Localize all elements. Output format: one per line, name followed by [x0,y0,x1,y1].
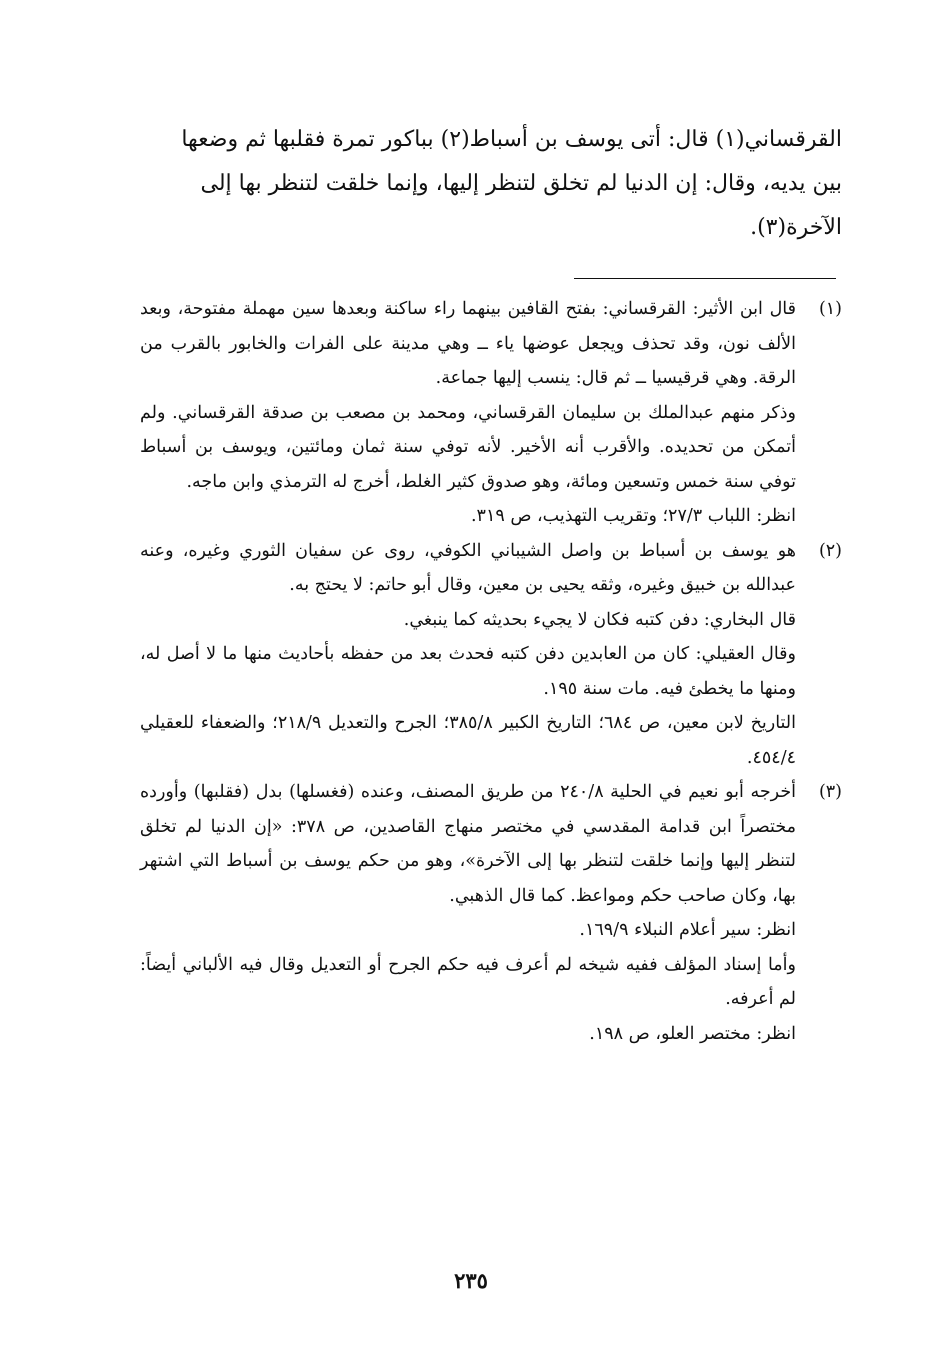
footnote-number: (١) [818,299,842,319]
footnotes [140,292,842,1051]
footnote-paragraph: قال ابن الأثير: القرقساني: بفتح القافين بينهما راء ساكنة وبعدها سين مهملة مفتوحة، وبعد الألف نون، وقد تحذف ويجعل عوضها ياء ــ وهي مدينة على الفرات والخابور بالقرب من الرقة. وهي قرقيسيا ــ ثم قال: ينسب إليها جماعة. [140,299,796,388]
main-text [140,118,842,250]
main-text-line: القرقساني(١) قال: أتى يوسف بن أسباط(٢) بباكور تمرة فقلبها ثم وضعها [181,127,842,152]
footnote-1 [140,292,842,534]
footnote-paragraph: وذكر منهم عبدالملك بن سليمان القرقساني، ومحمد بن مصعب بن صدقة القرقساني. ولم أتمكن من تحديده. والأقرب أنه الأخير. لأنه توفي سنة ثمان ومائتين، ويوسف بن أسباط توفي سنة خمس وتسعين ومائة، وهو صدوق كثير الغلط، أخرج له الترمذي وابن ماجه. [140,402,796,492]
page-number: ٢٣٥ [454,1268,488,1293]
footnote-number: (٣) [818,782,842,802]
footnote-body [140,534,796,776]
footnote-paragraph: وقال العقيلي: كان من العابدين دفن كتبه فحدث بعد من حفظه بأحاديث منها ما لا أصل له، ومنها ما يخطئ فيه. مات سنة ١٩٥. [140,644,796,699]
footnote-paragraph: انظر: اللباب ٢٧/٣؛ وتقريب التهذيب، ص ٣١٩. [470,506,796,526]
footnote-body [140,292,796,534]
footnote-paragraph: قال البخاري: دفن كتبه فكان لا يجيء بحديثه كما ينبغي. [403,609,796,630]
footnote-paragraph: وأما إسناد المؤلف ففيه شيخه لم أعرف فيه حكم الجرح أو التعديل وقال فيه الألباني أيضاً: لم أعرفه. [140,954,796,1009]
footnote-paragraph: انظر: مختصر العلو، ص ١٩٨. [589,1023,796,1044]
footnote-paragraph: أخرجه أبو نعيم في الحلية ٢٤٠/٨ من طريق المصنف، وعنده (فغسلها) بدل (فقلبها) وأورده مختصراً ابن قدامة المقدسي في مختصر منهاج القاصدين، ص ٣٧٨: «إن الدنيا لم تخلق لتنظر إليها وإنما خلقت لتنظر بها إلى الآخرة»، وهو من حكم يوسف بن أسباط التي اشتهر بها، وكان صاحب حكم ومواعظ. كما قال الذهبي. [140,782,796,906]
footnote-separator [574,278,836,279]
main-text-line: الآخرة(٣). [750,215,842,240]
footnote-number: (٢) [818,540,842,561]
footnote-paragraph: انظر: سير أعلام النبلاء ١٦٩/٩. [579,920,796,940]
footnote-2 [140,534,842,776]
footnote-body [140,775,796,1051]
main-text-line: بين يديه، وقال: إن الدنيا لم تخلق لتنظر إليها، وإنما خلقت لتنظر بها إلى [200,171,842,196]
footnote-paragraph: هو يوسف بن أسباط بن واصل الشيباني الكوفي، روى عن سفيان الثوري وغيره، وعنه عبدالله بن خبيق وغيره، وثقه يحيى بن معين، وقال أبو حاتم: لا يحتج به. [140,540,796,595]
footnote-3 [140,775,842,1051]
footnote-paragraph: التاريخ لابن معين، ص ٦٨٤؛ التاريخ الكبير ٣٨٥/٨؛ الجرح والتعديل ٢١٨/٩؛ والضعفاء للعقيلي ٤٥٤/٤. [140,713,796,768]
